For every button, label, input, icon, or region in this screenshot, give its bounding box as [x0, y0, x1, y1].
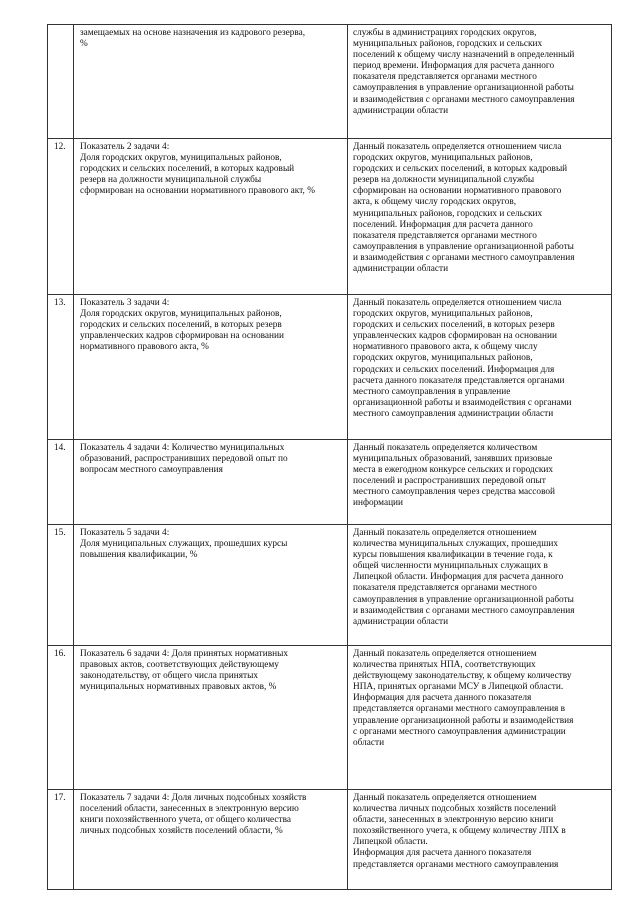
description-text: Данный показатель определяется отношением числа городских округов, муниципальных районов, городских и сельских поселений, в которых кадровый резерв на должности муниципальной службы сформирован на основании нормативного правового акта, к общему числу городских округов, муниципальных районов, городских и сельских поселений. Информация для расчета данного показателя представляется органами местного самоуправления в управление организационной работы и взаимодействия с органами местного самоуправления администрации области: [353, 142, 575, 275]
table-row: [48, 440, 612, 525]
indicators-table: [47, 24, 612, 890]
row-number: 16.: [48, 646, 74, 790]
description-text: Данный показатель определяется количеством муниципальных образований, занявших призовые места в ежегодном конкурсе сельских и городских поселений и распространивших передовой опыт местного самоуправления через средства массовой информации: [353, 443, 556, 509]
description-text: Данный показатель определяется отношением количества принятых НПА, соответствующих действующему законодательству, к общему количеству НПА, принятых органами МСУ в Липецкой области. Информация для расчета данного показателя представляется органами местного самоуправления в управление организационной работы и взаимодействия с органами местного самоуправления администрации области: [353, 649, 574, 748]
description-text: Данный показатель определяется отношением количества личных подсобных хозяйств поселений области, занесенных в электронную версию книги похозяйственного учета, к общему количеству ЛПХ в Липецкой области. Информация для расчета данного показателя представляется органами местного самоуправления: [353, 793, 566, 870]
indicator-text: Показатель 5 задачи 4: Доля муниципальных служащих, прошедших курсы повышения квалификации, %: [80, 528, 288, 561]
description-text: службы в администрациях городских округов, муниципальных районов, городских и сельских поселений к общему числу назначений в определенный период времени. Информация для расчета данного показателя представляется органами местного самоуправления в управление организационной работы и взаимодействия с органами местного самоуправления администрации области: [353, 28, 575, 116]
row-number: 13.: [48, 295, 74, 440]
row-number: 14.: [48, 440, 74, 525]
description-text: Данный показатель определяется отношением числа городских округов, муниципальных районов, городских и сельских поселений, в которых резерв управленческих кадров сформирован на основании нормативного правового акта, к общему числу городских округов, муниципальных районов, городских и сельских поселений. Информация для расчета данного показателя представляется органами местного самоуправления в управление организационной работы и взаимодействия с органами местного самоуправления администрации области: [353, 298, 572, 419]
row-number: 12.: [48, 139, 74, 295]
table-row: [48, 790, 612, 890]
row-number: 15.: [48, 525, 74, 646]
table-row: [48, 25, 612, 139]
table-row: [48, 295, 612, 440]
indicator-text: Показатель 7 задачи 4: Доля личных подсобных хозяйств поселений области, занесенных в электронную версию книги похозяйственного учета, от общего количества личных подсобных хозяйств поселений области, %: [80, 793, 307, 837]
row-number: [48, 25, 74, 139]
description-text: Данный показатель определяется отношением количества муниципальных служащих, прошедших курсы повышения квалификации в течение года, к общей численности муниципальных служащих в Липецкой области. Информация для расчета данного показателя представляется органами местного самоуправления в управление организационной работы и взаимодействия с органами местного самоуправления администрации области: [353, 528, 575, 627]
table-row: [48, 525, 612, 646]
indicator-text: Показатель 3 задачи 4: Доля городских округов, муниципальных районов, городских и сельских поселений, в которых резерв управленческих кадров сформирован на основании нормативного правового акта, %: [80, 298, 284, 353]
indicator-text: Показатель 4 задачи 4: Количество муниципальных образований, распространивших передовой опыт по вопросам местного самоуправления: [80, 443, 288, 476]
table-row: [48, 139, 612, 295]
row-number: 17.: [48, 790, 74, 890]
table-row: [48, 646, 612, 790]
indicator-text: Показатель 2 задачи 4: Доля городских округов, муниципальных районов, городских и сельских поселений, в которых кадровый резерв на должности муниципальной службы сформирован на основании нормативного правового акт, %: [80, 142, 315, 197]
indicator-text: замещаемых на основе назначения из кадрового резерва, %: [80, 28, 306, 50]
indicator-text: Показатель 6 задачи 4: Доля принятых нормативных правовых актов, соответствующих действующему законодательству, от общего числа принятых муниципальных нормативных правовых актов, %: [80, 649, 288, 693]
